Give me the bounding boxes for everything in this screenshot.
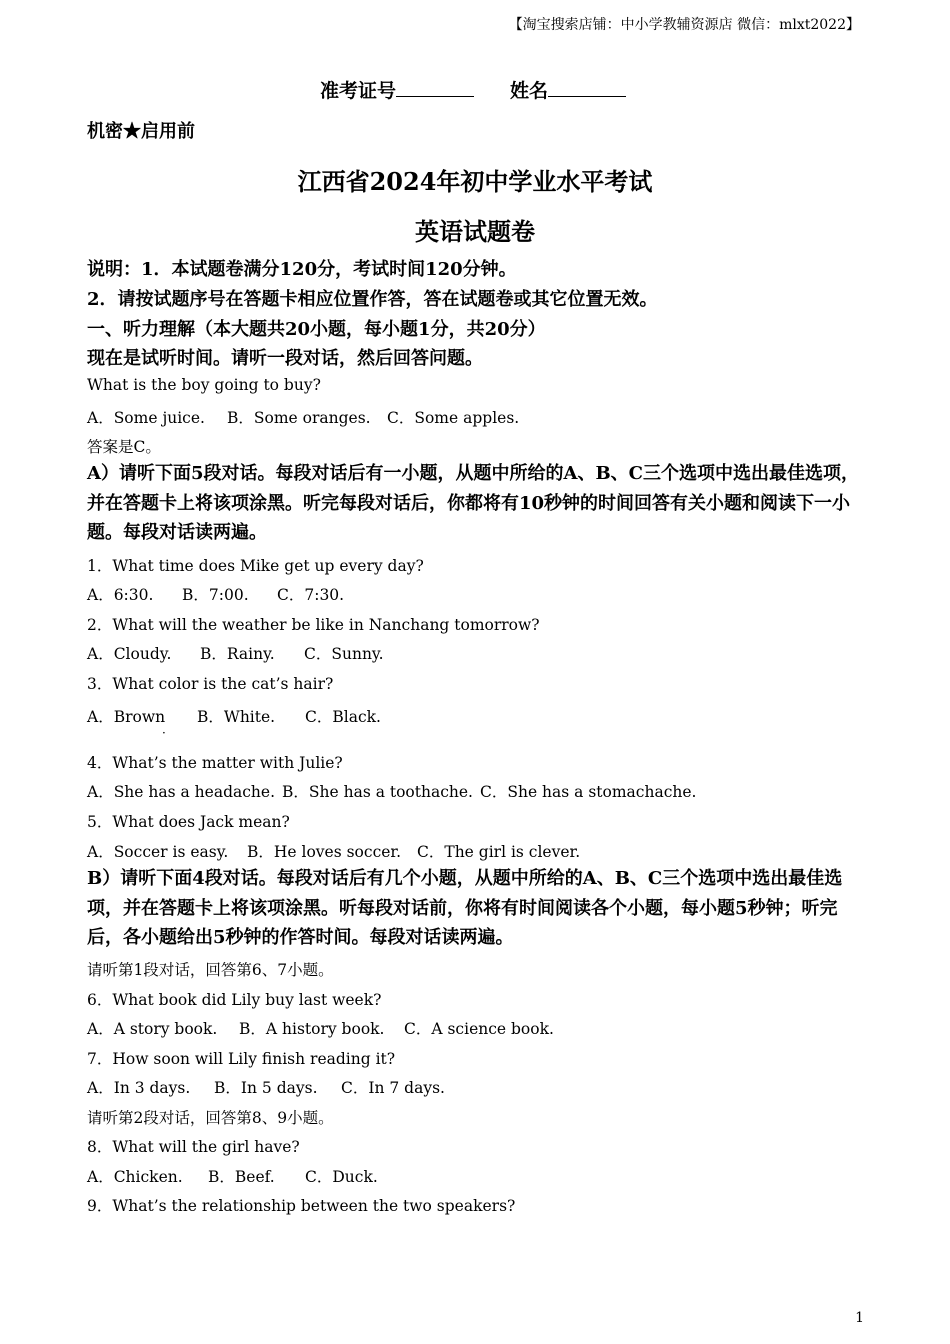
option: A．A story book. — [87, 1020, 218, 1038]
name-label: 姓名 — [510, 80, 549, 102]
option: A．Cloudy. — [87, 645, 172, 663]
question-6-options — [87, 1017, 554, 1039]
part-b-instruction: B）请听下面4段对话。每段对话后有几个小题，从题中所给的A、B、C三个选项中选出最佳选项，并在答题卡上将该项涂黑。听每段对话前，你将有时间阅读各个小题，每小题5秒钟；听完后，各小题给出5秒钟的作答时间。每段对话读两遍。 — [87, 868, 843, 948]
question-7-options — [87, 1076, 445, 1098]
option: B．Beef. — [208, 1168, 275, 1186]
option: A．Soccer is easy. — [87, 843, 229, 861]
option: C．Duck. — [305, 1168, 378, 1186]
option: C．She has a stomachache. — [480, 783, 697, 801]
question-9: 9．What’s the relationship between the two speakers? — [87, 1197, 516, 1215]
option: A．6:30. — [87, 586, 154, 604]
question-6: 6．What book did Lily buy last week? — [87, 991, 382, 1009]
question-5-options — [87, 840, 580, 862]
question-1-options — [87, 583, 344, 605]
option: A．Some juice. — [87, 409, 205, 427]
question-4: 4．What’s the matter with Julie? — [87, 754, 343, 772]
option: C．In 7 days. — [341, 1079, 445, 1097]
option: A．In 3 days. — [87, 1079, 191, 1097]
instruction-1: 说明：1．本试题卷满分120分，考试时间120分钟。 — [87, 259, 517, 280]
trial-question: What is the boy going to buy? — [87, 376, 321, 394]
option: A．Chicken. — [87, 1168, 183, 1186]
trial-options — [87, 406, 519, 428]
question-2: 2．What will the weather be like in Nanchang tomorrow? — [87, 616, 540, 634]
name-blank — [548, 78, 626, 97]
trial-intro: 现在是试听时间。请听一段对话，然后回答问题。 — [87, 348, 483, 369]
question-1: 1．What time does Mike get up every day? — [87, 557, 424, 575]
option: C．A science book. — [404, 1020, 554, 1038]
question-3: 3．What color is the cat’s hair? — [87, 675, 334, 693]
question-5: 5．What does Jack mean? — [87, 813, 290, 831]
exam-subtitle: 英语试题卷 — [415, 217, 535, 246]
confidential-mark: 机密★启用前 — [87, 121, 195, 142]
option: B．A history book. — [239, 1020, 385, 1038]
option: C．Sunny. — [304, 645, 384, 663]
option: B．Rainy. — [200, 645, 275, 663]
stray-dot: · — [162, 726, 166, 740]
exam-title: 江西省2024年初中学业水平考试 — [297, 167, 653, 196]
option: B．7:00. — [182, 586, 249, 604]
question-4-options — [87, 780, 696, 802]
header-note: 【淘宝搜索店铺：中小学教辅资源店 微信：mlxt2022】 — [508, 17, 860, 33]
section-heading: 一、听力理解（本大题共20小题，每小题1分，共20分） — [87, 319, 546, 340]
part-a-instruction: A）请听下面5段对话。每段对话后有一小题，从题中所给的A、B、C三个选项中选出最佳选项，并在答题卡上将该项涂黑。听完每段对话后，你都将有10秒钟的时间回答有关小题和阅读下一小题。每段对话读两遍。 — [87, 463, 859, 543]
question-8: 8．What will the girl have? — [87, 1138, 300, 1156]
option: C．Some apples. — [387, 409, 520, 427]
dialog-1-intro: 请听第1段对话，回答第6、7小题。 — [87, 961, 334, 979]
option: B．She has a toothache. — [282, 783, 473, 801]
option: B．White. — [197, 708, 276, 726]
question-2-options — [87, 642, 384, 664]
option: C．The girl is clever. — [417, 843, 581, 861]
question-7: 7．How soon will Lily finish reading it? — [87, 1050, 396, 1068]
exam-number-label: 准考证号 — [320, 80, 397, 102]
option: B．Some oranges. — [227, 409, 371, 427]
exam-number-blank — [396, 78, 474, 97]
dialog-2-intro: 请听第2段对话，回答第8、9小题。 — [87, 1109, 334, 1127]
question-3-options — [87, 705, 381, 727]
option: B．He loves soccer. — [247, 843, 402, 861]
option: C．7:30. — [277, 586, 345, 604]
instruction-2: 2．请按试题序号在答题卡相应位置作答，答在试题卷或其它位置无效。 — [87, 289, 658, 310]
option: A．Brown — [87, 708, 166, 726]
option: C．Black. — [305, 708, 381, 726]
page-number: 1 — [855, 1310, 864, 1326]
id-line — [320, 76, 662, 103]
question-8-options — [87, 1165, 378, 1187]
option: B．In 5 days. — [214, 1079, 318, 1097]
trial-answer: 答案是C。 — [87, 438, 161, 456]
option: A．She has a headache. — [87, 783, 275, 801]
